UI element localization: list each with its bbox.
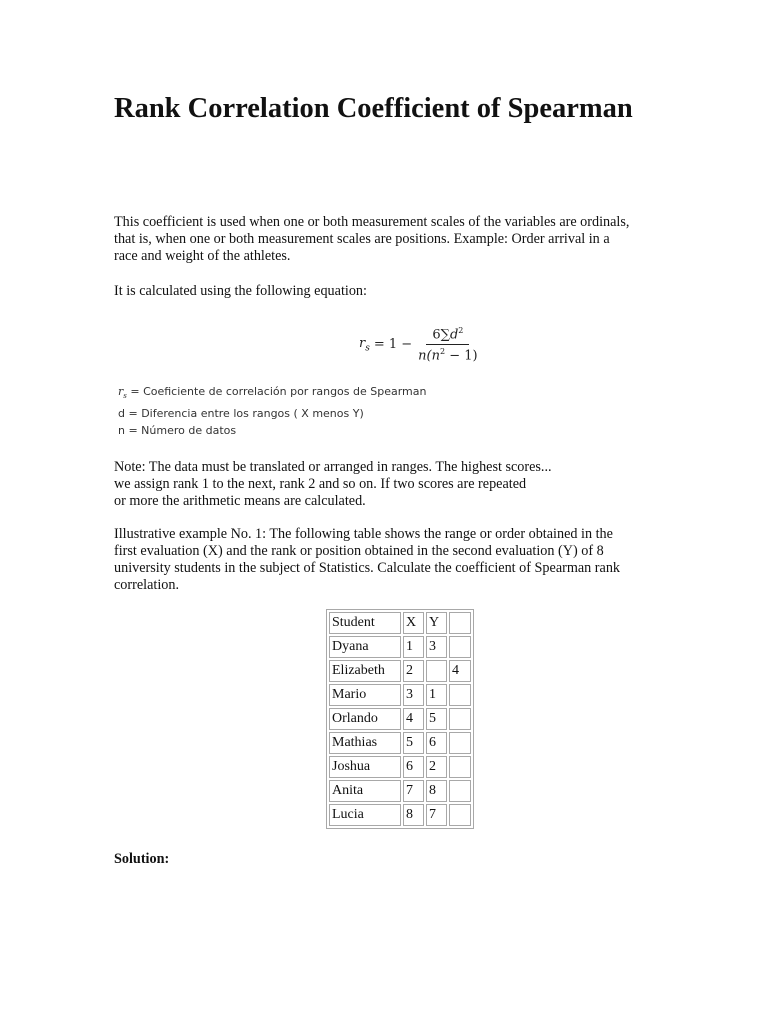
table-cell [449,636,471,658]
table-cell: 3 [403,684,424,706]
table-cell [426,660,447,682]
formula-numerator: $6\sum d^2$ [426,326,469,345]
table-cell: Dyana [329,636,401,658]
formula-legend [118,383,426,439]
spearman-formula [359,326,478,364]
table-cell: 7 [403,780,424,802]
table-cell: 2 [426,756,447,778]
table-cell: 1 [403,636,424,658]
table-row [329,684,471,706]
table-cell: Mario [329,684,401,706]
table-cell: Mathias [329,732,401,754]
table-cell: Elizabeth [329,660,401,682]
equation-intro-paragraph: It is calculated using the following equation: [114,283,367,299]
solution-label: Solution: [114,851,170,867]
table-cell: 4 [449,660,471,682]
table-row [329,660,471,682]
table-row [329,732,471,754]
formula-equals: = 1 − [373,337,413,353]
legend-n: n = Número de datos [118,424,237,438]
table-header-cell: Y [426,612,447,634]
table-cell: Joshua [329,756,401,778]
example-paragraph: Illustrative example No. 1: The following table shows the range or order obtained in the first evaluation (X) and the rank or position obtained in the second evaluation (Y) of 8 university students in the subject of Statistics. Calculate the coefficient of Spearman rank correlation. [114,526,621,593]
table-cell: 8 [426,780,447,802]
table-cell [449,804,471,826]
table-cell: 3 [426,636,447,658]
table-cell: Anita [329,780,401,802]
table-cell [449,780,471,802]
table-row [329,636,471,658]
table-cell: Lucia [329,804,401,826]
table-row [329,708,471,730]
note-line: or more the arithmetic means are calculated. [114,493,366,509]
table-row [329,780,471,802]
table-row [329,804,471,826]
note-paragraph [114,459,634,510]
table-header-row [329,612,471,634]
table-cell [449,708,471,730]
table-cell: Orlando [329,708,401,730]
table-cell: 1 [426,684,447,706]
table-cell [449,684,471,706]
note-line: Note: The data must be translated or arranged in ranges. The highest scores... [114,459,552,475]
formula-fraction [418,326,477,364]
table-cell [449,756,471,778]
note-line: we assign rank 1 to the next, rank 2 and so on. If two scores are repeated [114,476,527,492]
table-cell: 6 [403,756,424,778]
table-header-cell: Student [329,612,401,634]
table-cell: 8 [403,804,424,826]
table-cell: 5 [403,732,424,754]
formula-denominator: $n(n^2 - 1)$ [418,347,478,364]
table-cell: 5 [426,708,447,730]
ranks-table [326,609,474,829]
page-title: Rank Correlation Coefficient of Spearman [114,93,633,124]
formula-lhs: $r_s$ [359,336,370,354]
table-header-cell: X [403,612,424,634]
legend-d: d = Diferencia entre los rangos ( X menos Y) [118,407,364,421]
legend-rs: $r_s$ = Coeficiente de correlación por rangos de Spearman [118,385,427,401]
intro-paragraph: This coefficient is used when one or both measurement scales of the variables are ordinals, that is, when one or both measurement scales are positions. Example: Order arrival in a race and weight of the athletes. [114,214,630,264]
table-header-cell [449,612,471,634]
table-row [329,756,471,778]
table-cell [449,732,471,754]
table-cell: 7 [426,804,447,826]
table-cell: 2 [403,660,424,682]
table-cell: 4 [403,708,424,730]
table-cell: 6 [426,732,447,754]
